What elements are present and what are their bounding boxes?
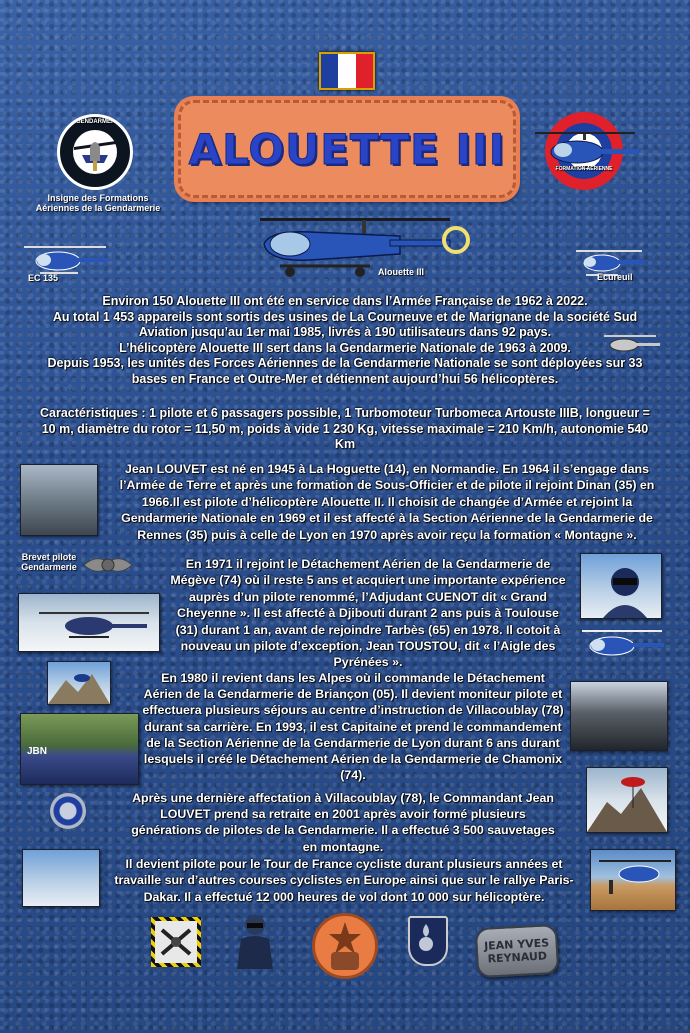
bio-paragraph-3: En 1980 il revient dans les Alpes où il commande le Détachement Aérien de la Gendarmerie de Briançon (05). Il devient moniteur pilote et effectuera plusieurs séjours au centre d’instruction de Villacoublay (78) durant sa carrière. En 1993, il est Capitaine et prend le commandement de la Section Aérienne de la Gendarmerie de Lyon durant 6 ans durant lesquels il créé le Détachement Aérien de la Gendarmerie de Chamonix (74). bbox=[142, 671, 564, 783]
flying-alouette-icon bbox=[576, 628, 668, 662]
insignia-ring-text: GENDARMERIE bbox=[76, 119, 122, 125]
bio-paragraph-2: En 1971 il rejoint le Détachement Aérien de la Gendarmerie de Mégève (74) où il reste 5 ans et acquiert une importante expérience auprès d’un pilote renommé, l’Adjudant CUENOT dit « Grand Cheyenne ». Il est affecté à Djibouti durant 2 ans puis à Toulouse (31) durant 1 an, avant de rejoindre Tarbès (65) en 1978. Il cotoit à nouveau un pilote d’exception, Jean TOUSTOU, dit « l’Aigle des Pyrénées ». bbox=[170, 557, 566, 670]
insignia-emblem-icon bbox=[60, 117, 130, 187]
helicopter-label-ecureuil: Ecureuil bbox=[597, 272, 633, 282]
mountain-helicopter-icon bbox=[48, 662, 110, 704]
gendarmerie-grenade-icon bbox=[410, 918, 442, 960]
intro-paragraph-2: Au total 1 453 appareils sont sortis des usines de La Courneuve et de Marignane de la société Sud Aviation jusqu’au 1er mai 1985, livrés à 190 utilisateurs dans 92 pays. bbox=[52, 309, 638, 340]
small-alouette-icon bbox=[600, 333, 664, 355]
bio-paragraph-5: Il devient pilote pour le Tour de France cycliste durant plusieurs années et travaille sur d’autres courses cyclistes en Europe ainsi que sur le rallye Paris-Dakar. Il a effectué 12 000 heures de vol dont 10 000 sur hélicoptère. bbox=[114, 857, 574, 904]
title-plaque bbox=[178, 100, 516, 198]
brevet-pilot-badge-icon bbox=[82, 550, 134, 580]
intro-paragraph-1: Environ 150 Alouette III ont été en service dans l’Armée Française de 1962 à 2022. bbox=[102, 294, 588, 308]
photo-mountain-rescue bbox=[586, 767, 668, 833]
photo-young-pilot-cockpit bbox=[20, 464, 98, 536]
flag-white-stripe bbox=[338, 54, 355, 88]
insignia-caption: Insigne des Formations Aériennes de la Gendarmerie bbox=[35, 193, 161, 213]
french-flag bbox=[319, 52, 375, 90]
ec135-helicopter-icon bbox=[20, 244, 112, 276]
page-title: ALOUETTE III bbox=[188, 124, 506, 174]
brevet-pilot-label: Brevet pilote Gendarmerie bbox=[21, 552, 77, 572]
photo-helicopter-desert bbox=[590, 849, 676, 911]
photo-helicopter-mountain bbox=[47, 661, 111, 705]
photo-helicopter-cockpit-tour bbox=[22, 849, 100, 907]
rescue-helicopter-icon bbox=[587, 768, 667, 832]
snowfield-helicopter-icon bbox=[19, 594, 159, 651]
photo-helicopter-snowfield bbox=[18, 593, 160, 652]
roundel-ring-text: FORMATION AÉRIENNE bbox=[555, 166, 613, 172]
pilot-helmet-icon bbox=[581, 554, 661, 618]
pilot-figure-icon bbox=[231, 913, 279, 969]
signature-tag-text: JEAN YVES REYNAUD bbox=[483, 936, 550, 966]
dog-tag-signature bbox=[475, 924, 560, 978]
alouette-iii-helicopter-icon bbox=[250, 210, 470, 284]
bio-paragraph-1: Jean LOUVET est né en 1945 à La Hoguette (14), en Normandie. En 1964 il s’engage dans l’Armée de Terre et après une formation de Sous-Officier et de pilote il rejoint Dinan (35) en 1966.Il est pilote d’hélicoptère Alouette II. Il choisit de changée d’Armée et rejoint la Gendarmerie Nationale en 1969 et il est affecté à la Section Aérienne de la Gendarmerie de Rennes (35) puis à celle de Lyon en 1970 après avoir reçu la formation « Montagne ». bbox=[119, 462, 655, 542]
crew-round-patch bbox=[312, 913, 378, 979]
flag-red-stripe bbox=[356, 54, 373, 88]
photo-cockpit-snow bbox=[570, 681, 668, 751]
gendarmerie-aviation-insignia bbox=[57, 114, 133, 190]
desert-helicopter-icon bbox=[591, 850, 675, 910]
characteristics-text: Caractéristiques : 1 pilote et 6 passagers possible, 1 Turbomoteur Turbomeca Artouste IIIB, longueur = 10 m, diamètre du rotor = 11,50 m, poids à vide 1 230 Kg, vitesse maximale = 210 Km/h, autonomie 540 Km bbox=[40, 406, 650, 451]
intro-paragraph-4: Depuis 1953, les unités des Forces Aériennes de la Gendarmerie Nationale se sont déployées sur 33 bases en France et Outre-Mer et détiennent aujourd’hui 56 hélicoptères. bbox=[47, 356, 643, 386]
intro-block bbox=[40, 294, 650, 388]
helicopter-label-ec135: EC 135 bbox=[28, 273, 59, 283]
intro-paragraph-3: L’hélicoptère Alouette III sert dans la Gendarmerie Nationale de 1963 à 2009. bbox=[119, 340, 571, 355]
crew-emblem-icon bbox=[315, 916, 375, 976]
crossed-wings-icon bbox=[158, 924, 194, 960]
photo-pilot-helmet bbox=[580, 553, 662, 619]
helicopter-label-alouette-iii: Alouette III bbox=[378, 267, 425, 277]
unit-patch-icon bbox=[50, 793, 86, 829]
aviation-patch-square bbox=[151, 917, 201, 967]
helicopter-registration: JBN bbox=[27, 746, 48, 757]
photo-gendarmerie-helicopter-ground bbox=[20, 713, 139, 785]
flag-blue-stripe bbox=[321, 54, 338, 88]
gendarmerie-shield-badge bbox=[408, 916, 448, 966]
bio-paragraph-4: Après une dernière affectation à Villacoublay (78), le Commandant Jean LOUVET prend sa retraite en 2001 après avoir formé plusieurs générations de pilotes de la Gendarmerie. Il a effectué 3 500 sauvetages en montagne. bbox=[131, 791, 555, 854]
